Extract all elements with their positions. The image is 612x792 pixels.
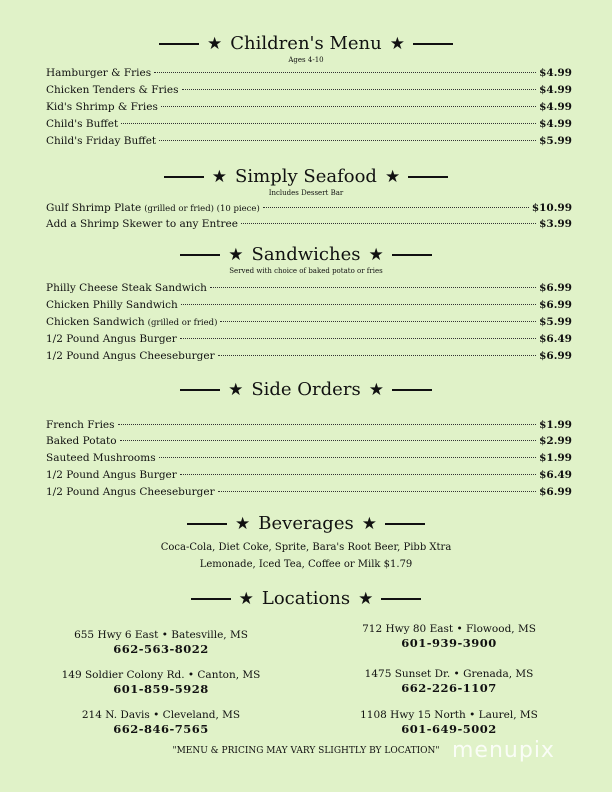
- item-price: $3.99: [539, 218, 572, 230]
- star-icon: ★: [368, 380, 384, 400]
- star-icon: ★: [384, 167, 401, 187]
- item-price: $6.49: [539, 469, 572, 481]
- section-heading-children: [0, 34, 612, 54]
- item-name: Chicken Tenders & Fries: [46, 84, 179, 96]
- location-phone: 601-859-5928: [113, 682, 209, 696]
- item-price: $4.99: [539, 84, 572, 96]
- rule-right: [385, 523, 425, 525]
- section-title: Locations: [261, 588, 351, 609]
- dot-leader: [121, 123, 536, 124]
- location-flowood: [334, 622, 564, 651]
- menu-item: [46, 66, 572, 80]
- star-icon: ★: [368, 245, 384, 265]
- item-name: Philly Cheese Steak Sandwich: [46, 282, 207, 294]
- item-price: $6.99: [539, 350, 572, 362]
- menu-item: [46, 117, 572, 131]
- star-icon: ★: [235, 514, 251, 534]
- section-heading-locations: [0, 589, 612, 609]
- item-price: $2.99: [539, 435, 572, 447]
- section-title: Beverages: [258, 513, 354, 534]
- menu-item: [46, 349, 572, 363]
- menu-item: [46, 451, 572, 465]
- menu-item: [46, 134, 572, 148]
- section-title: Children's Menu: [230, 33, 382, 54]
- item-name: Hamburger & Fries: [46, 67, 152, 79]
- location-laurel: [334, 708, 564, 737]
- menu-item: [46, 485, 572, 499]
- rule-left: [191, 598, 231, 600]
- item-name: 1/2 Pound Angus Cheeseburger: [46, 486, 215, 498]
- dot-leader: [120, 440, 537, 441]
- item-name: French Fries: [46, 419, 115, 431]
- star-icon: ★: [238, 589, 254, 609]
- item-price: $4.99: [539, 67, 572, 79]
- beverage-list: Coca-Cola, Diet Coke, Sprite, Bara's Root Beer, Pibb Xtra: [160, 542, 452, 553]
- dot-leader: [181, 304, 536, 305]
- item-name: Add a Shrimp Skewer to any Entree: [46, 218, 238, 230]
- dot-leader: [161, 106, 536, 107]
- rule-right: [381, 598, 421, 600]
- item-note: (grilled or fried): [147, 318, 218, 328]
- location-phone: 662-563-8022: [113, 642, 209, 656]
- location-address: 1108 Hwy 15 North • Laurel, MS: [360, 709, 538, 721]
- dot-leader: [159, 457, 537, 458]
- item-name: Kid's Shrimp & Fries: [46, 101, 158, 113]
- dot-leader: [180, 338, 536, 339]
- rule-left: [180, 389, 220, 391]
- item-price: $5.99: [539, 135, 572, 147]
- menu-item: [46, 217, 572, 231]
- location-address: 214 N. Davis • Cleveland, MS: [81, 709, 241, 721]
- rule-right: [392, 389, 432, 391]
- star-icon: ★: [358, 589, 374, 609]
- dot-leader: [154, 72, 536, 73]
- dot-leader: [210, 287, 536, 288]
- star-icon: ★: [361, 514, 377, 534]
- item-name: Sauteed Mushrooms: [46, 452, 156, 464]
- dot-leader: [182, 89, 537, 90]
- item-price: $5.99: [539, 316, 572, 328]
- section-subtitle: Served with choice of baked potato or fries: [229, 267, 383, 275]
- dot-leader: [159, 140, 536, 141]
- item-price: $6.99: [539, 299, 572, 311]
- dot-leader: [241, 223, 536, 224]
- beverage-list-price: Lemonade, Iced Tea, Coffee or Milk $1.79: [199, 559, 413, 570]
- star-icon: ★: [389, 34, 405, 54]
- star-icon: ★: [211, 167, 228, 187]
- location-phone: 662-846-7565: [113, 722, 209, 736]
- menu-item: [46, 298, 572, 312]
- menu-item: [46, 315, 572, 330]
- item-name: Child's Buffet: [46, 118, 119, 130]
- item-name: Child's Friday Buffet: [46, 135, 157, 147]
- location-phone: 601-939-3900: [401, 636, 497, 650]
- item-price: $1.99: [539, 452, 572, 464]
- location-batesville: [46, 628, 276, 657]
- item-name: Chicken Philly Sandwich: [46, 299, 178, 311]
- dot-leader: [218, 355, 536, 356]
- rule-right: [413, 43, 453, 45]
- item-price: $10.99: [531, 202, 572, 214]
- dot-leader: [263, 207, 529, 208]
- location-phone: 662-226-1107: [401, 681, 497, 695]
- menu-item: [46, 201, 572, 216]
- location-address: 1475 Sunset Dr. • Grenada, MS: [364, 668, 534, 680]
- rule-left: [180, 254, 220, 256]
- star-icon: ★: [207, 34, 223, 54]
- section-heading-sides: [0, 380, 612, 400]
- star-icon: ★: [228, 380, 244, 400]
- star-icon: ★: [228, 245, 244, 265]
- rule-right: [408, 176, 448, 178]
- menu-item: [46, 418, 572, 432]
- section-heading-beverages: [0, 514, 612, 534]
- item-price: $4.99: [539, 101, 572, 113]
- item-price: $6.99: [539, 486, 572, 498]
- dot-leader: [218, 491, 536, 492]
- dot-leader: [180, 474, 536, 475]
- location-address: 655 Hwy 6 East • Batesville, MS: [74, 629, 248, 641]
- location-grenada: [334, 667, 564, 696]
- menu-item: [46, 100, 572, 114]
- location-canton: [46, 668, 276, 697]
- section-subtitle: Includes Dessert Bar: [268, 189, 344, 197]
- menu-item: [46, 332, 572, 346]
- section-title: Simply Seafood: [235, 166, 377, 187]
- item-name: Gulf Shrimp Plate: [46, 202, 142, 214]
- section-heading-seafood: [0, 167, 612, 187]
- item-price: $1.99: [539, 419, 572, 431]
- item-name: 1/2 Pound Angus Cheeseburger: [46, 350, 215, 362]
- location-phone: 601-649-5002: [401, 722, 497, 736]
- item-price: $6.99: [539, 282, 572, 294]
- section-subtitle: Ages 4-10: [288, 56, 324, 64]
- section-title: Side Orders: [251, 379, 361, 400]
- item-price: $4.99: [539, 118, 572, 130]
- item-name: Chicken Sandwich: [46, 316, 145, 328]
- location-address: 712 Hwy 80 East • Flowood, MS: [362, 623, 536, 635]
- dot-leader: [220, 321, 536, 322]
- section-title: Sandwiches: [251, 244, 361, 265]
- menu-item: [46, 83, 572, 97]
- pricing-disclaimer: "MENU & PRICING MAY VARY SLIGHTLY BY LOCATION": [172, 746, 440, 756]
- location-cleveland: [46, 708, 276, 737]
- item-name: 1/2 Pound Angus Burger: [46, 469, 177, 481]
- rule-left: [187, 523, 227, 525]
- rule-right: [392, 254, 432, 256]
- menu-item: [46, 468, 572, 482]
- menu-item: [46, 434, 572, 448]
- location-address: 149 Soldier Colony Rd. • Canton, MS: [61, 669, 261, 681]
- rule-left: [164, 176, 204, 178]
- item-name: Baked Potato: [46, 435, 117, 447]
- item-price: $6.49: [539, 333, 572, 345]
- item-name: 1/2 Pound Angus Burger: [46, 333, 177, 345]
- menupix-watermark: menupix: [452, 738, 555, 763]
- menu-item: [46, 281, 572, 295]
- item-note: (grilled or fried) (10 piece): [144, 204, 260, 214]
- rule-left: [159, 43, 199, 45]
- section-heading-sandwiches: [0, 245, 612, 265]
- dot-leader: [118, 424, 537, 425]
